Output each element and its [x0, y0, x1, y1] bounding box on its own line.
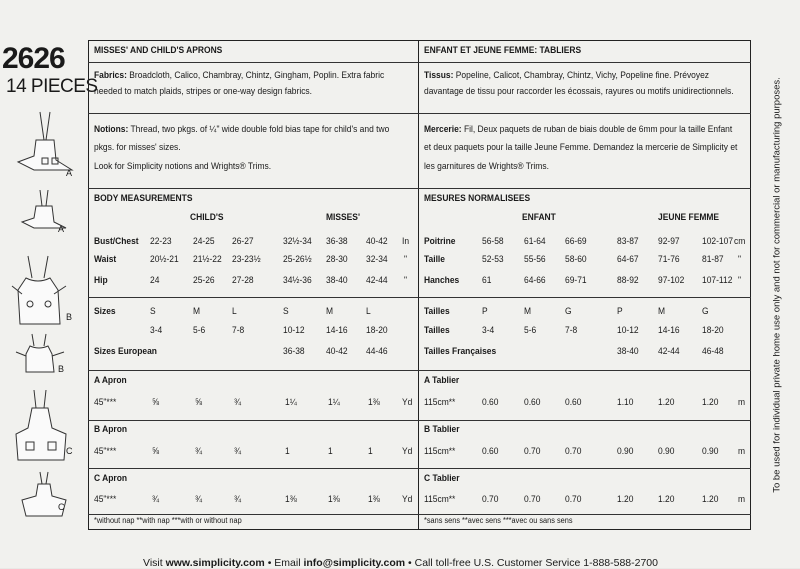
table-cell: 64-67: [617, 254, 639, 264]
table-cell: ⅝: [152, 397, 160, 407]
table-cell: 107-112: [702, 275, 733, 285]
table-cell: 1.20: [617, 494, 634, 504]
table-cell: Mercerie:: [424, 124, 462, 134]
row-label: Hanches: [424, 275, 460, 285]
table-cell: 0.90: [702, 446, 719, 456]
table-cell: ": [404, 254, 408, 264]
table-cell: 26-27: [232, 236, 254, 246]
table-rule: [418, 62, 751, 63]
table-cell: 0.70: [524, 446, 541, 456]
view-label: B: [58, 364, 65, 374]
table-rule: [88, 514, 418, 515]
view-yardage-label: A Tablier: [424, 375, 460, 385]
table-cell: S: [150, 306, 156, 316]
table-cell: 3-4: [150, 325, 163, 335]
row-label: Tailles Françaises: [424, 346, 497, 356]
table-cell: 45"***: [94, 397, 117, 407]
table-cell: 0.70: [524, 494, 541, 504]
row-label: Tailles: [424, 306, 450, 316]
tissus-text: davantage de tissu pour raccorder les écossais, rayures ou motifs unidirectionnels.: [424, 86, 734, 96]
table-cell: 102-107: [702, 236, 734, 246]
table-rule: [418, 514, 751, 515]
mercerie-text: les garnitures de Wrights® Trims.: [424, 161, 549, 171]
table-cell: 18-20: [366, 325, 388, 335]
table-cell: M: [193, 306, 201, 316]
table-cell: To be used for individual private home use only and not for commercial or manufacturing purposes.: [771, 77, 783, 493]
table-cell: m: [738, 397, 746, 407]
table-cell: ¾: [195, 446, 203, 456]
table-cell: M: [658, 306, 666, 316]
table-cell: In: [402, 236, 410, 246]
table-rule: [88, 468, 418, 469]
table-cell: L: [366, 306, 371, 316]
table-cell: 24-25: [193, 236, 215, 246]
table-cell: 64-66: [524, 275, 546, 285]
row-label: Tailles: [424, 325, 450, 335]
table-cell: 36-38: [326, 236, 348, 246]
group-heading: ENFANT: [522, 212, 556, 222]
table-cell: 1.20: [658, 494, 675, 504]
table-rule: [88, 297, 418, 298]
fabrics-text: needed to match plaids, stripes or one-way design fabrics.: [94, 86, 313, 96]
table-cell: • Email: [264, 557, 304, 569]
view-label: B: [66, 312, 73, 322]
view-label: C: [66, 446, 73, 456]
section-title: ENFANT ET JEUNE FEMME: TABLIERS: [424, 45, 582, 55]
table-cell: 25-26: [193, 275, 215, 285]
table-cell: Popeline, Calicot, Chambray, Chintz, Vichy, Popeline fine. Prévoyez: [453, 70, 710, 80]
table-cell: 97-102: [658, 275, 685, 285]
table-rule: [88, 420, 418, 421]
table-cell: 44-46: [366, 346, 388, 356]
table-cell: 38-40: [617, 346, 639, 356]
table-cell: Fabrics:: [94, 70, 127, 80]
table-cell: 115cm**: [424, 446, 456, 456]
table-cell: ": [738, 254, 742, 264]
table-rule: [88, 62, 418, 63]
table-cell: 0.60: [565, 397, 582, 407]
table-cell: 40-42: [366, 236, 388, 246]
apron-view-b-misses-icon: [8, 254, 72, 330]
table-cell: ¾: [234, 494, 242, 504]
table-cell: M: [524, 306, 532, 316]
table-cell: 0.70: [482, 494, 499, 504]
table-cell: M: [326, 306, 334, 316]
section-title: MISSES' AND CHILD'S APRONS: [94, 45, 223, 55]
table-cell: 46-48: [702, 346, 724, 356]
mercerie-text: [424, 124, 732, 134]
table-rule: [88, 113, 418, 114]
table-cell: 1⅜: [328, 494, 340, 504]
table-cell: 1⅜: [368, 494, 380, 504]
notions-text: [94, 124, 389, 134]
table-cell: 92-97: [658, 236, 680, 246]
table-cell: 22-23: [150, 236, 172, 246]
tissus-text: [424, 70, 709, 80]
table-rule: [418, 420, 751, 421]
table-cell: ": [404, 275, 408, 285]
row-label: Poitrine: [424, 236, 456, 246]
table-rule: [418, 113, 751, 114]
group-heading: MISSES': [326, 212, 360, 222]
table-cell: ⅝: [195, 397, 203, 407]
table-cell: 1: [368, 446, 373, 456]
table-cell: 1⅜: [285, 494, 297, 504]
table-cell: 1¼: [285, 397, 297, 407]
apron-view-a-child-icon: [14, 188, 74, 238]
table-cell: 1.20: [702, 494, 719, 504]
table-cell: 42-44: [366, 275, 388, 285]
table-cell: 58-60: [565, 254, 587, 264]
usage-restriction-note: [770, 60, 784, 510]
table-cell: 25-26½: [283, 254, 312, 264]
notions-text: pkgs. for misses' sizes.: [94, 142, 181, 152]
table-cell: 0.60: [524, 397, 541, 407]
table-cell: P: [482, 306, 488, 316]
table-cell: Yd: [402, 494, 413, 504]
table-cell: ¾: [234, 397, 242, 407]
table-cell: S: [283, 306, 289, 316]
table-cell: 1.20: [702, 397, 719, 407]
table-cell: 45"***: [94, 446, 117, 456]
row-label: Waist: [94, 254, 117, 264]
footer-contact: [143, 557, 658, 569]
view-yardage-label: A Apron: [94, 375, 127, 385]
table-cell: Tissus:: [424, 70, 454, 80]
pattern-pieces: 14 PIECES: [6, 76, 98, 97]
table-cell: Broadcloth, Calico, Chambray, Chintz, Gingham, Poplin. Extra fabric: [126, 70, 385, 80]
footnote: *sans sens **avec sens ***avec ou sans sens: [424, 516, 573, 525]
row-label: Bust/Chest: [94, 236, 139, 246]
table-cell: 71-76: [658, 254, 680, 264]
pattern-number: 2626: [2, 42, 65, 75]
table-cell: 5-6: [524, 325, 537, 335]
table-cell: 14-16: [326, 325, 348, 335]
table-rule: [418, 370, 751, 371]
table-cell: 69-71: [565, 275, 587, 285]
table-cell: G: [702, 306, 709, 316]
table-cell: • Call toll-free U.S. Customer Service 1-888-588-2700: [405, 557, 658, 569]
table-cell: 83-87: [617, 236, 639, 246]
table-cell: 0.60: [482, 397, 499, 407]
table-cell: 0.90: [617, 446, 634, 456]
row-label: Sizes: [94, 306, 116, 316]
table-cell: ¾: [234, 446, 242, 456]
table-rule: [88, 370, 418, 371]
table-cell: L: [232, 306, 237, 316]
email-link[interactable]: info@simplicity.com: [303, 557, 406, 569]
table-cell: ": [738, 275, 742, 285]
table-cell: 40-42: [326, 346, 348, 356]
table-cell: 1⅜: [368, 397, 380, 407]
table-cell: 1¼: [328, 397, 340, 407]
table-cell: 18-20: [702, 325, 724, 335]
table-cell: 0.90: [658, 446, 675, 456]
row-label: Taille: [424, 254, 445, 264]
table-cell: 7-8: [232, 325, 245, 335]
table-cell: Thread, two pkgs. of ¼" wide double fold bias tape for child's and two: [128, 124, 390, 134]
row-label: Sizes European: [94, 346, 157, 356]
table-cell: 38-40: [326, 275, 348, 285]
table-cell: m: [738, 494, 746, 504]
mercerie-text: et deux paquets pour la taille Jeune Femme. Demandez la mercerie de Simplicity et: [424, 142, 738, 152]
table-cell: 115cm**: [424, 494, 456, 504]
view-label: A: [58, 224, 65, 234]
apron-view-c-misses-icon: [6, 388, 74, 466]
view-label: A: [66, 168, 73, 178]
website-link[interactable]: www.simplicity.com: [165, 557, 265, 569]
table-cell: ⅝: [152, 446, 160, 456]
view-yardage-label: C Tablier: [424, 473, 460, 483]
apron-view-c-child-icon: [16, 470, 72, 520]
table-cell: 32½-34: [283, 236, 312, 246]
notions-text: Look for Simplicity notions and Wrights® Trims.: [94, 161, 272, 171]
table-cell: 14-16: [658, 325, 680, 335]
table-cell: 1.10: [617, 397, 634, 407]
table-cell: 81-87: [702, 254, 724, 264]
table-cell: 36-38: [283, 346, 305, 356]
table-cell: 32-34: [366, 254, 388, 264]
table-cell: 115cm**: [424, 397, 456, 407]
table-cell: 3-4: [482, 325, 495, 335]
table-cell: 1.20: [658, 397, 675, 407]
table-cell: m: [738, 446, 746, 456]
row-label: Hip: [94, 275, 108, 285]
table-cell: Fil, Deux paquets de ruban de biais double de 6mm pour la taille Enfant: [461, 124, 733, 134]
table-cell: 1: [328, 446, 333, 456]
table-cell: 10-12: [617, 325, 639, 335]
table-rule: [418, 188, 751, 189]
table-cell: P: [617, 306, 623, 316]
body-measurements-title: MESURES NORMALISEES: [424, 193, 531, 203]
table-rule: [88, 188, 418, 189]
table-cell: Notions:: [94, 124, 129, 134]
table-cell: 21½-22: [193, 254, 222, 264]
table-cell: 42-44: [658, 346, 680, 356]
table-cell: 88-92: [617, 275, 639, 285]
table-cell: 61: [482, 275, 492, 285]
table-cell: ¾: [195, 494, 203, 504]
table-cell: 66-69: [565, 236, 587, 246]
table-cell: 24: [150, 275, 160, 285]
table-cell: 56-58: [482, 236, 504, 246]
table-cell: Visit: [143, 557, 166, 569]
table-cell: G: [565, 306, 572, 316]
table-cell: 55-56: [524, 254, 546, 264]
view-yardage-label: C Apron: [94, 473, 128, 483]
table-cell: 52-53: [482, 254, 504, 264]
table-cell: 61-64: [524, 236, 546, 246]
footnote: *without nap **with nap ***with or without nap: [94, 516, 242, 525]
table-rule: [418, 468, 751, 469]
table-cell: 23-23½: [232, 254, 261, 264]
table-cell: 20½-21: [150, 254, 179, 264]
table-cell: 0.70: [565, 494, 582, 504]
table-cell: 45"***: [94, 494, 117, 504]
view-yardage-label: B Apron: [94, 424, 128, 434]
table-cell: ¾: [152, 494, 160, 504]
view-yardage-label: B Tablier: [424, 424, 460, 434]
table-cell: 5-6: [193, 325, 206, 335]
table-cell: 0.60: [482, 446, 499, 456]
table-cell: 28-30: [326, 254, 348, 264]
table-cell: 7-8: [565, 325, 578, 335]
body-measurements-title: BODY MEASUREMENTS: [94, 193, 193, 203]
group-heading: CHILD'S: [190, 212, 224, 222]
fabrics-text: [94, 70, 384, 80]
table-cell: 0.70: [565, 446, 582, 456]
table-rule: [418, 297, 751, 298]
table-cell: 34½-36: [283, 275, 312, 285]
group-heading: JEUNE FEMME: [658, 212, 720, 222]
table-cell: cm: [734, 236, 746, 246]
table-cell: 27-28: [232, 275, 254, 285]
table-cell: Yd: [402, 446, 413, 456]
table-cell: Yd: [402, 397, 413, 407]
view-label: C: [58, 502, 65, 512]
table-cell: 1: [285, 446, 290, 456]
table-cell: 10-12: [283, 325, 305, 335]
